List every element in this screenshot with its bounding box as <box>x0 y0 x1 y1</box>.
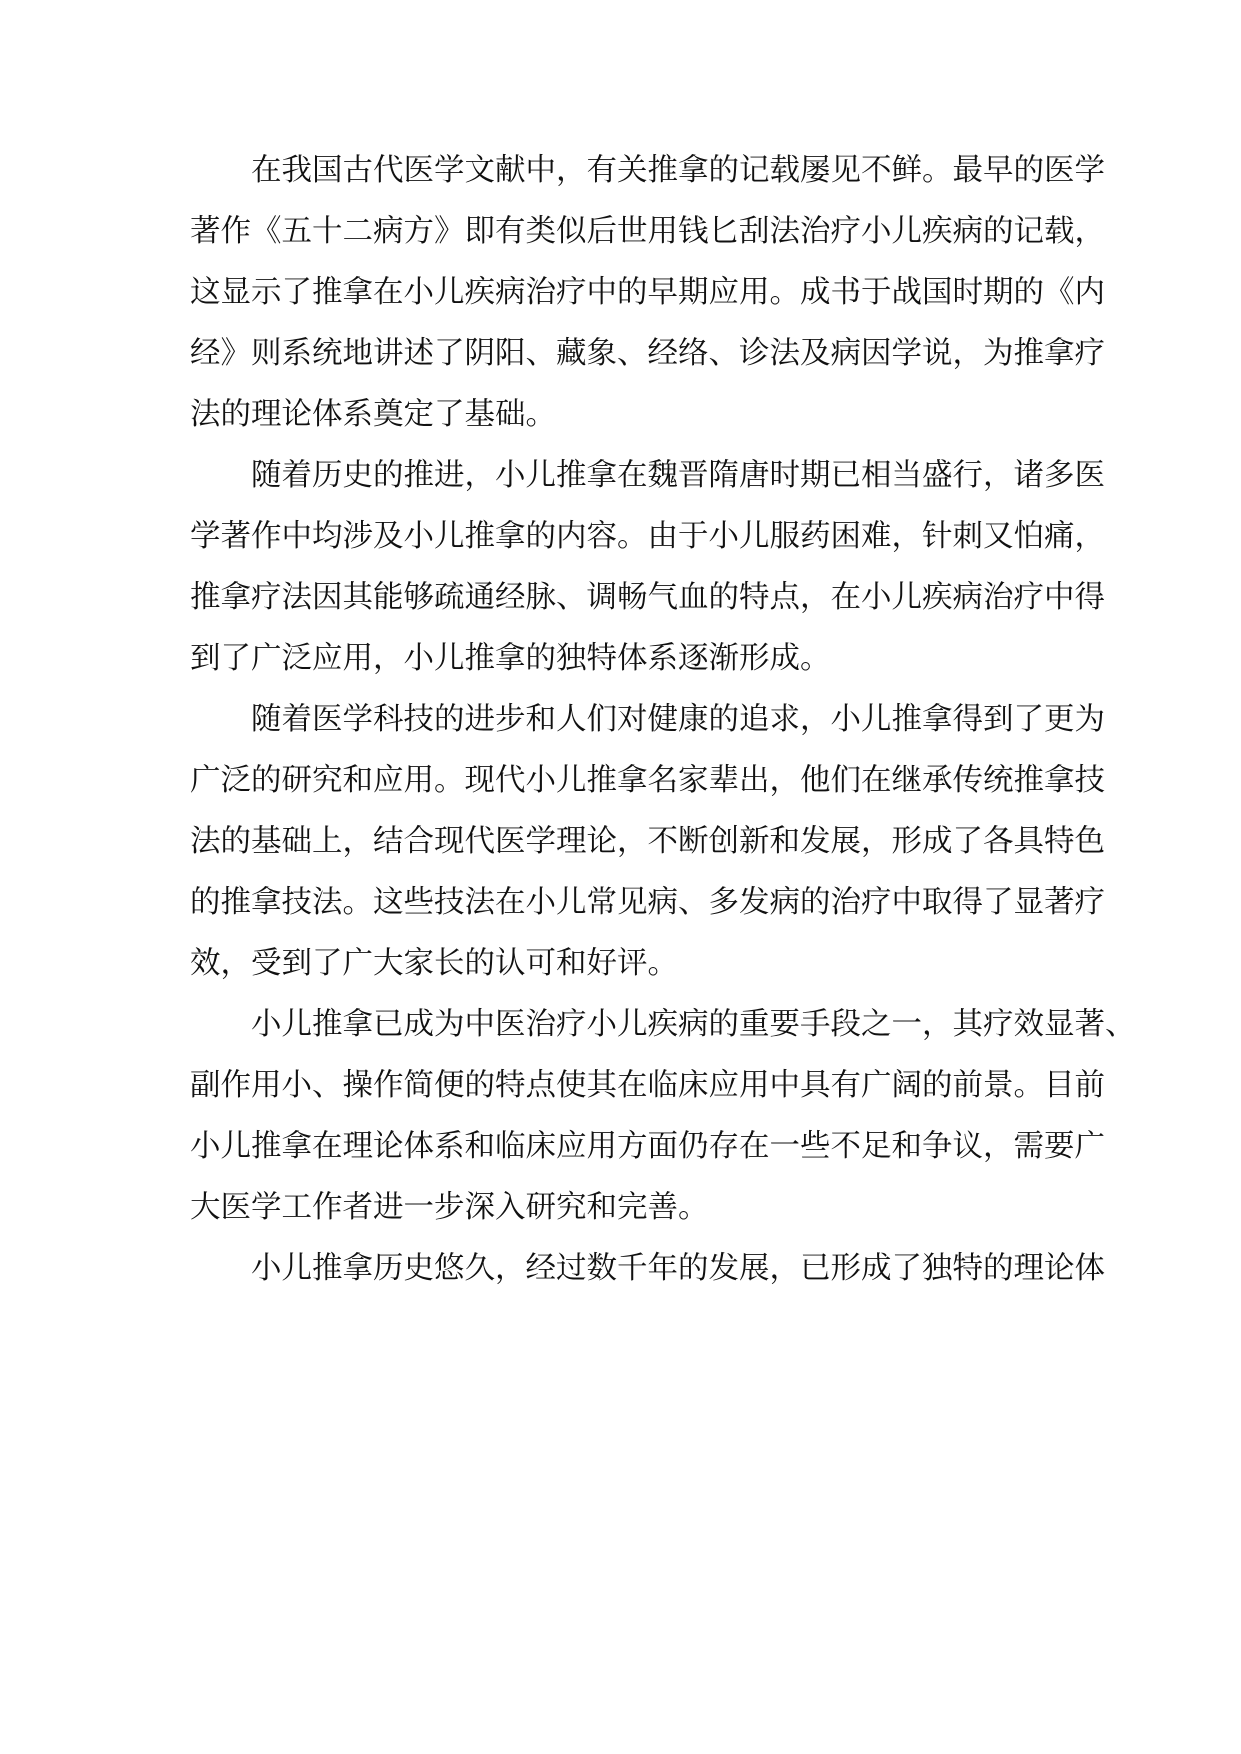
paragraph-1-line-2: 著作《五十二病方》即有类似后世用钱匕刮法治疗小儿疾病的记载， <box>190 214 1105 249</box>
paragraph-4-line-1: 小儿推拿已成为中医治疗小儿疾病的重要手段之一，其疗效显著、 <box>251 1007 1136 1042</box>
paragraph-4-line-2: 副作用小、操作简便的特点使其在临床应用中具有广阔的前景。目前 <box>190 1068 1105 1103</box>
paragraph-3-line-1: 随着医学科技的进步和人们对健康的追求，小儿推拿得到了更为 <box>251 702 1105 737</box>
paragraph-2-line-4: 到了广泛应用，小儿推拿的独特体系逐渐形成。 <box>190 641 831 676</box>
paragraph-3-line-4: 的推拿技法。这些技法在小儿常见病、多发病的治疗中取得了显著疗 <box>190 885 1105 920</box>
paragraph-2-line-1: 随着历史的推进，小儿推拿在魏晋隋唐时期已相当盛行，诸多医 <box>251 458 1105 493</box>
paragraph-1-line-3: 这显示了推拿在小儿疾病治疗中的早期应用。成书于战国时期的《内 <box>190 275 1105 310</box>
paragraph-2-line-3: 推拿疗法因其能够疏通经脉、调畅气血的特点，在小儿疾病治疗中得 <box>190 580 1105 615</box>
paragraph-3-line-5: 效，受到了广大家长的认可和好评。 <box>190 946 678 981</box>
paragraph-3-line-3: 法的基础上，结合现代医学理论，不断创新和发展，形成了各具特色 <box>190 824 1105 859</box>
paragraph-1-line-5: 法的理论体系奠定了基础。 <box>190 397 556 432</box>
paragraph-5-line-1: 小儿推拿历史悠久，经过数千年的发展，已形成了独特的理论体 <box>251 1251 1105 1286</box>
paragraph-2-line-2: 学著作中均涉及小儿推拿的内容。由于小儿服药困难，针刺又怕痛， <box>190 519 1105 554</box>
paragraph-4-line-3: 小儿推拿在理论体系和临床应用方面仍存在一些不足和争议，需要广 <box>190 1129 1105 1164</box>
paragraph-4-line-4: 大医学工作者进一步深入研究和完善。 <box>190 1190 709 1225</box>
body-text <box>190 140 1136 1299</box>
paragraph-3-line-2: 广泛的研究和应用。现代小儿推拿名家辈出，他们在继承传统推拿技 <box>190 763 1105 798</box>
paragraph-1-line-4: 经》则系统地讲述了阴阳、藏象、经络、诊法及病因学说，为推拿疗 <box>190 336 1105 371</box>
paragraph-1-line-1: 在我国古代医学文献中，有关推拿的记载屡见不鲜。最早的医学 <box>251 153 1105 188</box>
